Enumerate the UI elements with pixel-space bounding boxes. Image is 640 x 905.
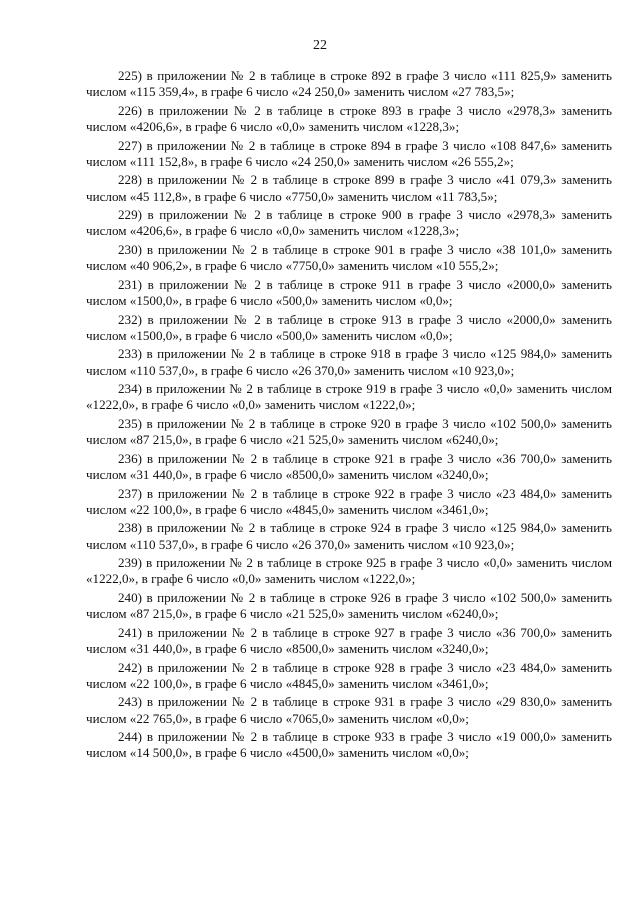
amendment-item: 236) в приложении № 2 в таблице в строке 921 в графе 3 число «36 700,0» заменить числом «31 440,0», в графе 6 число «8500,0» заменить числом «3240,0»; — [86, 450, 612, 482]
amendment-item: 230) в приложении № 2 в таблице в строке 901 в графе 3 число «38 101,0» заменить числом «40 906,2», в графе 6 число «7750,0» заменить числом «10 555,2»; — [86, 241, 612, 274]
amendment-item: 238) в приложении № 2 в таблице в строке 924 в графе 3 число «125 984,0» заменить числом «110 537,0», в графе 6 число «26 370,0» заменить числом «10 923,0»; — [86, 520, 612, 552]
amendment-item: 244) в приложении № 2 в таблице в строке 933 в графе 3 число «19 000,0» заменить числом «14 500,0», в графе 6 число «4500,0» заменить числом «0,0»; — [86, 729, 612, 761]
amendment-item: 227) в приложении № 2 в таблице в строке 894 в графе 3 число «108 847,6» заменить числом «111 152,8», в графе 6 число «24 250,0» заменить числом «26 555,2»; — [86, 137, 612, 169]
amendment-item: 229) в приложении № 2 в таблице в строке 900 в графе 3 число «2978,3» заменить числом «4206,6», в графе 6 число «0,0» заменить числом «1228,3»; — [86, 207, 612, 239]
amendment-item: 243) в приложении № 2 в таблице в строке 931 в графе 3 число «29 830,0» заменить числом «22 765,0», в графе 6 число «7065,0» заменить числом «0,0»; — [86, 694, 612, 726]
amendment-item: 226) в приложении № 2 в таблице в строке 893 в графе 3 число «2978,3» заменить числом «4206,6», в графе 6 число «0,0» заменить числом «1228,3»; — [86, 102, 612, 134]
amendment-item: 239) в приложении № 2 в таблице в строке 925 в графе 3 число «0,0» заменить числом «1222,0», в графе 6 число «0,0» заменить числом «1222,0»; — [86, 555, 612, 587]
page-number: 22 — [313, 38, 327, 53]
amendment-item: 231) в приложении № 2 в таблице в строке 911 в графе 3 число «2000,0» заменить числом «1500,0», в графе 6 число «500,0» заменить числом «0,0»; — [86, 276, 612, 308]
amendment-item: 242) в приложении № 2 в таблице в строке 928 в графе 3 число «23 484,0» заменить числом «22 100,0», в графе 6 число «4845,0» заменить числом «3461,0»; — [86, 659, 612, 691]
amendment-item: 233) в приложении № 2 в таблице в строке 918 в графе 3 число «125 984,0» заменить числом «110 537,0», в графе 6 число «26 370,0» заменить числом «10 923,0»; — [86, 346, 612, 378]
amendment-item: 237) в приложении № 2 в таблице в строке 922 в графе 3 число «23 484,0» заменить числом «22 100,0», в графе 6 число «4845,0» заменить числом «3461,0»; — [86, 485, 612, 517]
amendment-item: 232) в приложении № 2 в таблице в строке 913 в графе 3 число «2000,0» заменить числом «1500,0», в графе 6 число «500,0» заменить числом «0,0»; — [86, 311, 612, 343]
amendment-item: 240) в приложении № 2 в таблице в строке 926 в графе 3 число «102 500,0» заменить числом «87 215,0», в графе 6 число «21 525,0» заменить числом «6240,0»; — [86, 589, 612, 622]
amendment-item: 241) в приложении № 2 в таблице в строке 927 в графе 3 число «36 700,0» заменить числом «31 440,0», в графе 6 число «8500,0» заменить числом «3240,0»; — [86, 624, 612, 656]
amendment-item: 228) в приложении № 2 в таблице в строке 899 в графе 3 число «41 079,3» заменить числом «45 112,8», в графе 6 число «7750,0» заменить числом «11 783,5»; — [86, 172, 612, 204]
document-body — [86, 68, 612, 764]
amendment-item: 234) в приложении № 2 в таблице в строке 919 в графе 3 число «0,0» заменить числом «1222,0», в графе 6 число «0,0» заменить числом «1222,0»; — [86, 381, 612, 413]
amendment-item: 235) в приложении № 2 в таблице в строке 920 в графе 3 число «102 500,0» заменить числом «87 215,0», в графе 6 число «21 525,0» заменить числом «6240,0»; — [86, 415, 612, 448]
amendment-item: 225) в приложении № 2 в таблице в строке 892 в графе 3 число «111 825,9» заменить числом «115 359,4», в графе 6 число «24 250,0» заменить числом «27 783,5»; — [86, 68, 612, 100]
